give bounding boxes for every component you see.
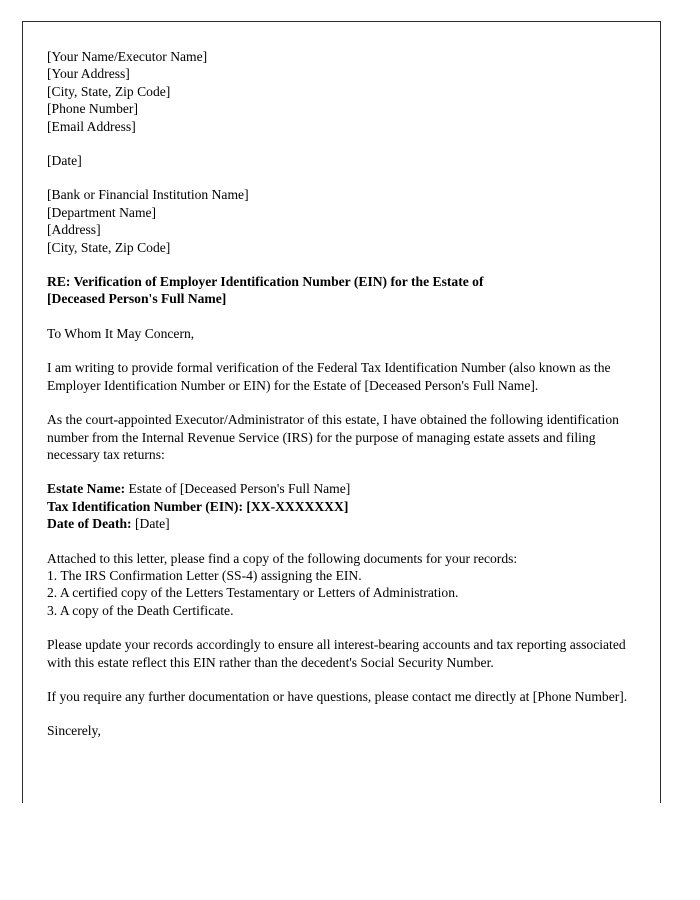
recipient-address-block (47, 186, 636, 256)
ein-value: [XX-XXXXXXX] (246, 498, 349, 514)
recipient-address: [Address] (47, 222, 101, 238)
sender-city-state-zip: [City, State, Zip Code] (47, 83, 171, 99)
subject-line-2: [Deceased Person's Full Name] (47, 291, 227, 307)
attachment-item-3: 3. A copy of the Death Certificate. (47, 602, 234, 618)
ein-label: Tax Identification Number (EIN): (47, 498, 243, 514)
subject-line-1: RE: Verification of Employer Identification Number (EIN) for the Estate of (47, 274, 484, 290)
letter-content (47, 48, 636, 740)
sender-address: [Your Address] (47, 66, 130, 82)
recipient-city-state-zip: [City, State, Zip Code] (47, 239, 171, 255)
body-paragraph-2: As the court-appointed Executor/Administrator of this estate, I have obtained the following identification number from the Internal Revenue Service (IRS) for the purpose of managing estate assets and filing necessary tax returns: (47, 412, 619, 462)
body-paragraph-1: I am writing to provide formal verification of the Federal Tax Identification Number (also known as the Employer Identification Number or EIN) for the Estate of [Deceased Person's Full Name]. (47, 360, 611, 393)
letter-date: [Date] (47, 153, 82, 169)
subject-line (47, 273, 636, 308)
date-of-death-row (47, 515, 636, 532)
closing-salutation: Sincerely, (47, 723, 101, 739)
recipient-institution: [Bank or Financial Institution Name] (47, 187, 249, 203)
estate-name-label: Estate Name: (47, 481, 126, 497)
estate-name-row (47, 480, 636, 497)
salutation: To Whom It May Concern, (47, 325, 195, 341)
sender-address-block (47, 48, 636, 135)
body-paragraph-3: Please update your records accordingly to ensure all interest-bearing accounts and tax reporting associated with this estate reflect this EIN rather than the decedent's Social Security Number. (47, 637, 626, 670)
sender-name: [Your Name/Executor Name] (47, 49, 208, 64)
attachments-intro: Attached to this letter, please find a copy of the following documents for your records: (47, 550, 518, 566)
date-of-death-label: Date of Death: (47, 516, 132, 532)
attachment-item-1: 1. The IRS Confirmation Letter (SS-4) assigning the EIN. (47, 567, 362, 583)
body-paragraph-4: If you require any further documentation or have questions, please contact me directly at [Phone Number]. (47, 688, 628, 704)
estate-name-value-text: Estate of [Deceased Person's Full Name] (128, 481, 351, 497)
estate-details-block (47, 480, 636, 532)
sender-phone: [Phone Number] (47, 101, 138, 117)
recipient-department: [Department Name] (47, 204, 157, 220)
date-block (47, 152, 636, 169)
attachment-item-2: 2. A certified copy of the Letters Testamentary or Letters of Administration. (47, 585, 459, 601)
sender-email: [Email Address] (47, 118, 136, 134)
attachments-block (47, 550, 636, 620)
letter-page (22, 21, 661, 803)
ein-row (47, 498, 636, 515)
date-of-death-value: [Date] (134, 516, 170, 532)
